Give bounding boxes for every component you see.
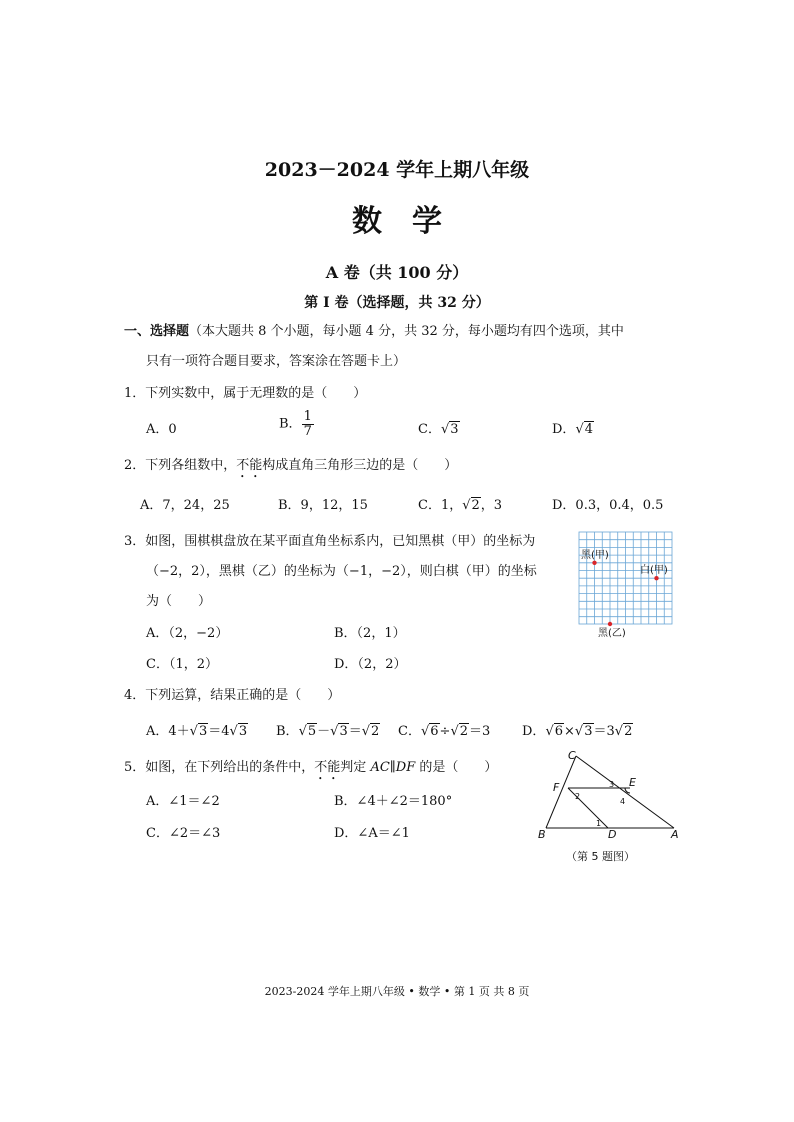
q2-stem — [124, 454, 457, 481]
q5-option-a: A．∠1＝∠2 — [146, 794, 220, 809]
q4-d-sqrt1: √6 — [545, 724, 564, 739]
point-A-label: A — [671, 828, 679, 841]
q1-stem: 1．下列实数中，属于无理数的是（ ） — [124, 386, 367, 401]
q4-d-sqrt3: √2 — [614, 724, 633, 739]
q2-c-pre: C．1， — [418, 498, 463, 513]
q4-a-sqrt2: √3 — [229, 724, 248, 739]
q4-d-op: × — [564, 724, 575, 739]
q1-c-radicand: 3 — [450, 422, 459, 437]
q4-d-sqrt2: √3 — [574, 724, 593, 739]
q1-option-c — [418, 418, 460, 437]
q4-d-eq: ＝3 — [593, 724, 615, 739]
q1-option-b — [279, 410, 314, 438]
q3-option-b: B．（2，1） — [334, 626, 406, 641]
q1-b-numerator: 1 — [303, 409, 312, 424]
q5-stem-post: 的是（ ） — [415, 760, 498, 775]
q4-c-eq: ＝3 — [469, 724, 491, 739]
q5-stem-pre: 5．如图，在下列给出的条件中， — [124, 760, 315, 775]
subject-title: 数 学 — [352, 204, 442, 239]
q2-option-a: A．7，24，25 — [140, 498, 230, 513]
go-board-figure — [576, 528, 676, 640]
q4-a-rad1: 3 — [198, 724, 208, 739]
q1-option-d — [552, 418, 594, 437]
q3-line3: 为（ ） — [146, 594, 212, 609]
q2-stem-pre: 2．下列各组数中， — [124, 458, 237, 473]
q1-option-c-label: C． — [418, 422, 441, 437]
q4-d-rad2: 3 — [584, 724, 593, 739]
q4-a-rad2: 3 — [238, 724, 248, 739]
q2-c-sqrt: √2 — [462, 498, 480, 513]
q1-option-d-label: D． — [552, 422, 576, 437]
q1-b-denominator: 7 — [303, 423, 312, 439]
q4-b-eq: ＝ — [348, 724, 362, 739]
section-label: 一、选择题 — [124, 324, 190, 339]
q4-c-sqrt2: √2 — [450, 724, 469, 739]
angle-1-label: 1 — [596, 819, 602, 828]
q4-a-expr2: ＝4 — [208, 724, 230, 739]
q4-d-label: D． — [522, 724, 546, 739]
q4-b-sqrt1: √5 — [298, 724, 317, 739]
q4-b-label: B． — [276, 724, 299, 739]
point-D-label: D — [608, 828, 617, 841]
q2-stem-emphasis: 不能 — [236, 458, 263, 473]
q1-d-radicand: 4 — [584, 422, 594, 437]
q4-c-op: ÷ — [439, 724, 451, 739]
section-instructions-line2: 只有一项符合题目要求，答案涂在答题卡上） — [146, 354, 407, 369]
point-C-label: C — [568, 749, 576, 762]
q4-b-op: － — [317, 724, 331, 739]
exam-year-title: 2023－2024 学年上期八年级 — [264, 159, 530, 181]
point-B-label: B — [538, 828, 546, 841]
figure-5-caption: （第 5 题图） — [566, 850, 635, 863]
q1-option-b-label: B． — [279, 416, 302, 432]
q1-option-a: A．0 — [146, 422, 177, 437]
q2-option-c — [418, 494, 502, 513]
triangle-figure — [532, 746, 692, 866]
point-E-label: E — [629, 776, 636, 789]
q4-c-label: C． — [398, 724, 421, 739]
q5-option-c: C．∠2＝∠3 — [146, 826, 221, 841]
q4-a-label: A． — [146, 724, 169, 739]
q2-option-d: D．0.3，0.4，0.5 — [552, 498, 664, 513]
q5-option-d: D．∠A＝∠1 — [334, 826, 410, 841]
triangle-lines — [546, 756, 674, 828]
q4-b-rad3: 2 — [371, 724, 380, 739]
q4-b-rad2: 3 — [339, 724, 348, 739]
q3-option-d: D．（2，2） — [334, 657, 407, 672]
q5-stem-emphasis: 不能 — [314, 760, 341, 775]
point-F-label: F — [553, 781, 560, 794]
q3-line1: 3．如图，围棋棋盘放在某平面直角坐标系内，已知黑棋（甲）的坐标为 — [124, 534, 536, 549]
q3-option-a: A．（2，−2） — [146, 626, 229, 641]
q3-option-c: C．（1，2） — [146, 657, 218, 672]
q1-c-sqrt: √3 — [440, 422, 459, 437]
q4-option-d — [522, 720, 633, 739]
q2-c-post: ，3 — [480, 498, 503, 513]
q4-c-rad2: 2 — [459, 724, 469, 739]
q4-c-rad1: 6 — [430, 724, 439, 739]
q5-option-b: B．∠4＋∠2＝180° — [334, 794, 453, 809]
paper-a-title: A 卷（共 100 分） — [325, 263, 469, 282]
q4-a-sqrt1: √3 — [189, 724, 208, 739]
q5-stem — [124, 756, 497, 783]
q3-line2: （−2，2），黑棋（乙）的坐标为（−1，−2），则白棋（甲）的坐标 — [146, 564, 537, 579]
q2-option-b: B．9，12，15 — [278, 498, 368, 513]
angle-4-label: 4 — [620, 797, 626, 806]
q4-option-b — [276, 720, 380, 739]
q4-b-rad1: 5 — [307, 724, 317, 739]
q4-b-sqrt2: √3 — [330, 724, 348, 739]
section-instructions — [124, 320, 624, 339]
black-stone-yi — [608, 622, 612, 626]
q4-a-expr1: 4＋ — [168, 724, 190, 739]
q4-d-rad1: 6 — [554, 724, 564, 739]
q4-option-c — [398, 720, 490, 739]
label-black-yi: 黑(乙) — [598, 628, 626, 639]
q4-c-sqrt1: √6 — [420, 724, 439, 739]
black-stone-jia — [592, 561, 596, 565]
section-instructions-line1: （本大题共 8 个小题，每小题 4 分，共 32 分，每小题均有四个选项，其中 — [189, 324, 624, 339]
q5-stem-mid: 判定 — [340, 760, 371, 775]
q1-d-sqrt: √4 — [575, 422, 594, 437]
page-footer: 2023-2024 学年上期八年级 • 数学 • 第 1 页 共 8 页 — [264, 985, 530, 998]
q4-stem: 4．下列运算，结果正确的是（ ） — [124, 688, 341, 703]
label-black-jia: 黑(甲) — [581, 550, 609, 561]
q4-option-a — [146, 720, 248, 739]
q4-d-rad3: 2 — [624, 724, 633, 739]
white-stone-jia — [654, 576, 658, 580]
q4-b-sqrt3: √2 — [361, 724, 380, 739]
q2-stem-post: 构成直角三角形三边的是（ ） — [262, 458, 458, 473]
label-white-jia: 白(甲) — [640, 565, 668, 576]
part-one-title: 第 Ⅰ 卷（选择题，共 32 分） — [304, 295, 490, 311]
q5-stem-relation: AC∥DF — [370, 760, 416, 775]
q1-option-b-fraction — [302, 410, 314, 438]
angle-2-label: 2 — [575, 792, 581, 801]
q2-c-radicand: 2 — [471, 498, 480, 513]
angle-3-label: 3 — [609, 780, 615, 789]
